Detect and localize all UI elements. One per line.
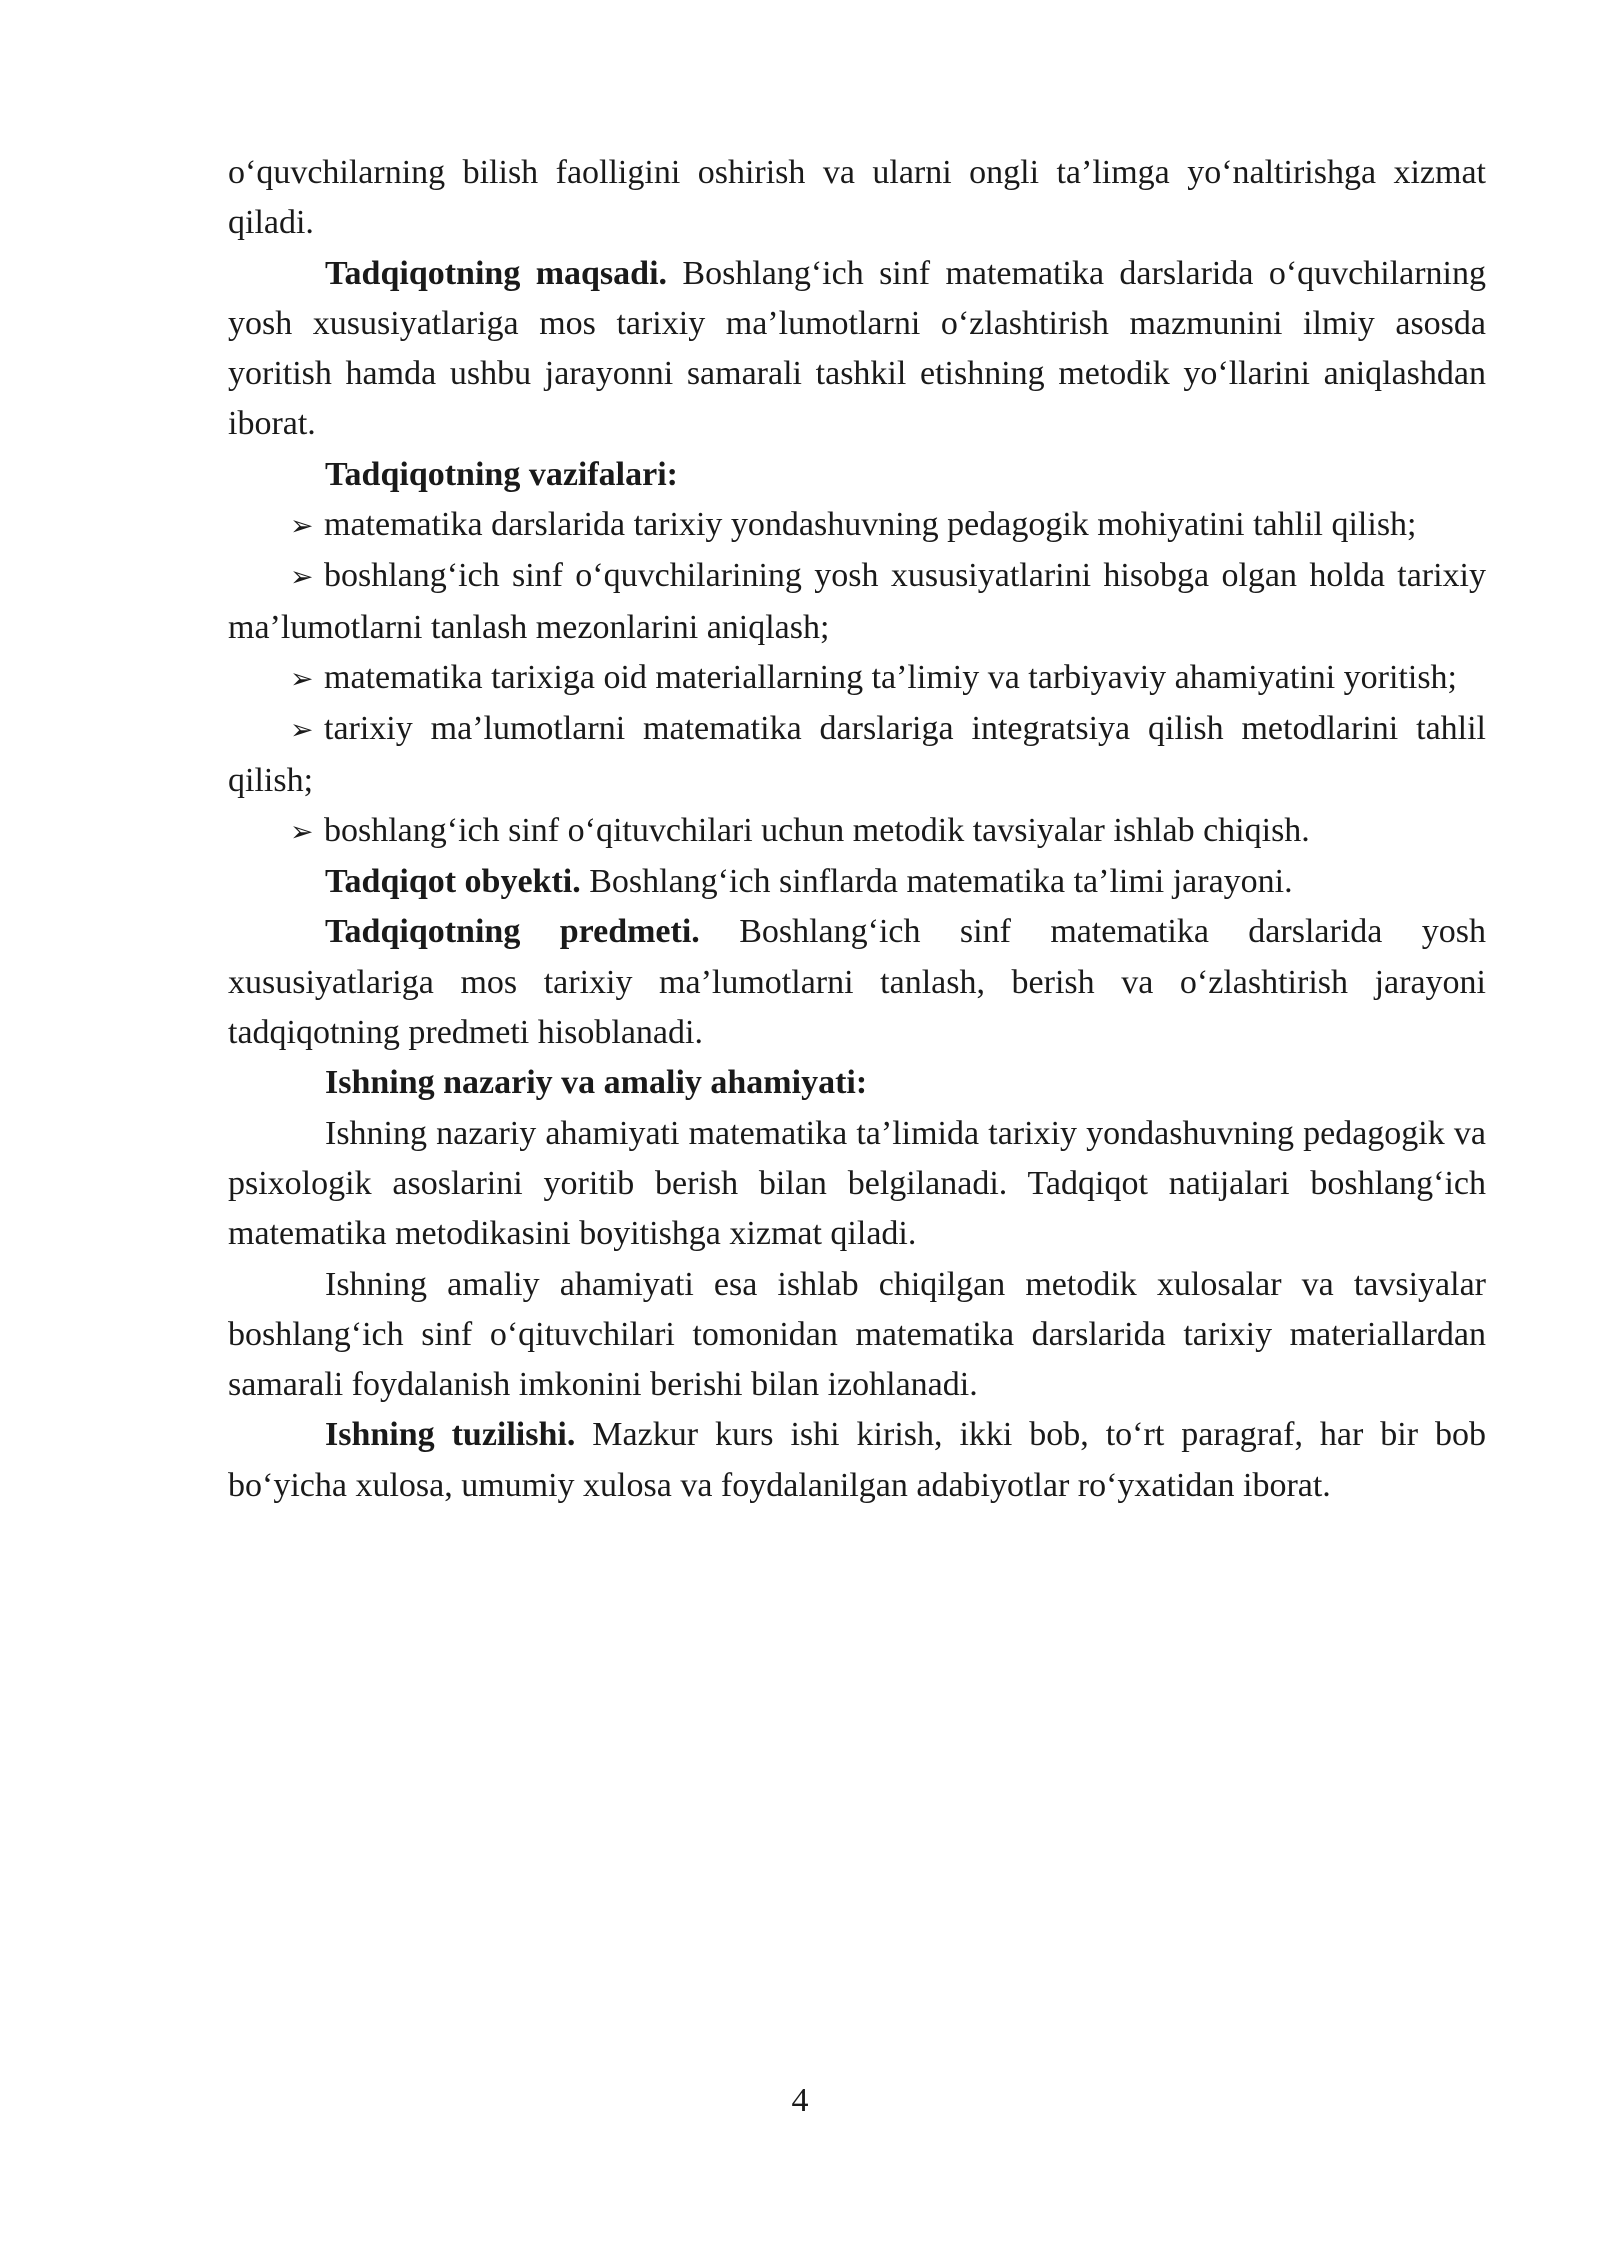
subject-paragraph xyxy=(228,907,1486,1058)
structure-text: Mazkur kurs ishi kirish, ikki bob, to‘rt paragraf, har bir bob bo‘yicha xulosa, umumiy xulosa va foydalanilgan adabiyotlar ro‘yxatidan iborat. xyxy=(228,1416,1486,1504)
task-item xyxy=(228,806,1486,857)
task-item xyxy=(228,653,1486,704)
object-label: Tadqiqot obyekti. xyxy=(325,863,581,901)
theoretical-paragraph: Ishning nazariy ahamiyati matematika ta’limida tarixiy yondashuvning pedagogik va psixologik asoslarini yoritib berish bilan belgilanadi. Tadqiqot natijalari boshlang‘ich matematika metodikasini boyitishga xizmat qiladi. xyxy=(228,1114,1486,1253)
arrowhead-bullet-icon: ➢ xyxy=(290,560,314,594)
task-text: tarixiy ma’lumotlarni matematika darslariga integratsiya qilish metodlarini tahlil qilish; xyxy=(228,710,1486,799)
task-text: boshlang‘ich sinf o‘qituvchilari uchun metodik tavsiyalar ishlab chiqish. xyxy=(324,811,1310,849)
task-item xyxy=(228,551,1486,653)
object-paragraph xyxy=(228,857,1486,907)
task-text: matematika darslarida tarixiy yondashuvning pedagogik mohiyatini tahlil qilish; xyxy=(324,506,1417,544)
subject-label: Tadqiqotning predmeti. xyxy=(325,913,700,951)
goal-paragraph xyxy=(228,249,1486,450)
intro-paragraph: o‘quvchilarning bilish faolligini oshirish va ularni ongli ta’limga yo‘naltirishga xizmat qiladi. xyxy=(228,154,1486,242)
practical-paragraph: Ishning amaliy ahamiyati esa ishlab chiqilgan metodik xulosalar va tavsiyalar boshlang‘ich sinf o‘qituvchilari tomonidan matematika darslarida tarixiy materiallardan samarali foydalanish imkonini berishi bilan izohlanadi. xyxy=(228,1265,1486,1404)
structure-paragraph xyxy=(228,1410,1486,1511)
structure-label: Ishning tuzilishi. xyxy=(325,1416,576,1454)
arrowhead-bullet-icon: ➢ xyxy=(290,713,314,747)
subject-text: Boshlang‘ich sinf matematika darslarida yosh xususiyatlariga mos tarixiy ma’lumotlarni tanlash, berish va o‘zlashtirish jarayoni tadqiqotning predmeti hisoblanadi. xyxy=(228,913,1486,1052)
arrowhead-bullet-icon: ➢ xyxy=(290,661,314,695)
object-text: Boshlang‘ich sinflarda matematika ta’limi jarayoni. xyxy=(580,863,1293,901)
document-page xyxy=(228,148,1486,1511)
goal-label: Tadqiqotning maqsadi. xyxy=(325,254,668,292)
tasks-heading: Tadqiqotning vazifalari: xyxy=(325,455,678,493)
significance-heading: Ishning nazariy va amaliy ahamiyati: xyxy=(325,1064,868,1102)
arrowhead-bullet-icon: ➢ xyxy=(290,814,314,848)
task-text: boshlang‘ich sinf o‘quvchilarining yosh xususiyatlarini hisobga olgan holda tarixiy ma’lumotlarni tanlash mezonlarini aniqlash; xyxy=(228,557,1486,646)
arrowhead-bullet-icon: ➢ xyxy=(290,509,314,543)
task-text: matematika tarixiga oid materiallarning ta’limiy va tarbiyaviy ahamiyatini yoritish; xyxy=(324,658,1457,696)
task-item xyxy=(228,704,1486,806)
goal-text: Boshlang‘ich sinf matematika darslarida o‘quvchilarning yosh xususiyatlariga mos tarixiy ma’lumotlarni o‘zlashtirish mazmunini ilmiy asosda yoritish hamda ushbu jarayonni samarali tashkil etishning metodik yo‘llarini aniqlashdan iborat. xyxy=(228,254,1486,443)
task-item xyxy=(228,500,1486,551)
page-number: 4 xyxy=(791,2082,809,2119)
